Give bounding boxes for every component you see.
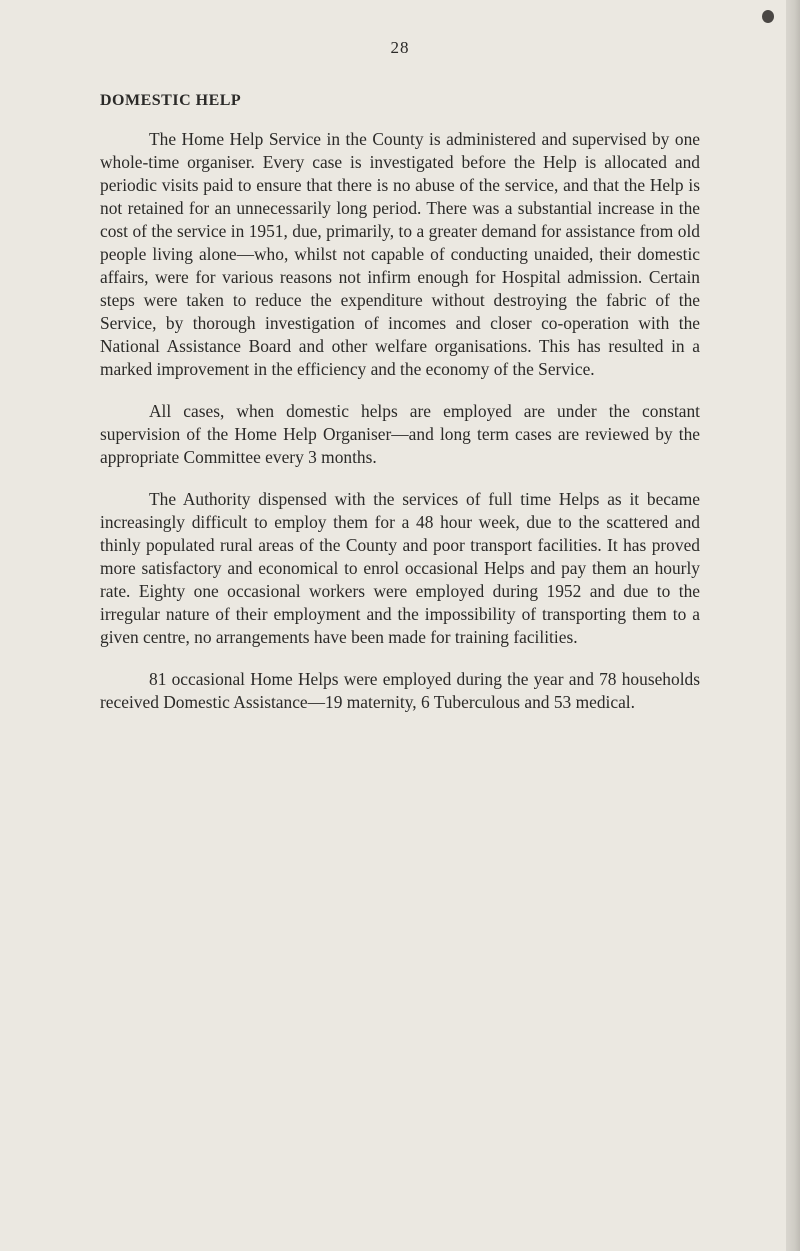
body-text xyxy=(100,128,700,733)
paragraph-4: 81 occasional Home Helps were employed during the year and 78 households received Domestic Assistance—19 maternity, 6 Tuberculous and 53 medical. xyxy=(100,669,700,712)
corner-mark xyxy=(762,10,774,23)
section-heading: DOMESTIC HELP xyxy=(100,92,242,109)
paragraph-1: The Home Help Service in the County is administered and supervised by one whole-time organiser. Every case is investigated before the Help is allocated and periodic visits paid to ensure that there is no abuse of the service, and that the Help is not retained for an unnecessarily long period. There was a substantial increase in the cost of the service in 1951, due, primarily, to a greater demand for assistance from old people living alone—who, whilst not capable of conducting unaided, their domestic affairs, were for various reasons not infirm enough for Hospital admission. Certain steps were taken to reduce the expenditure without destroying the fabric of the Service, by thorough investigation of incomes and closer co-operation with the National Assistance Board and other welfare organisations. This has resulted in a marked improvement in the efficiency and the economy of the Service. xyxy=(100,129,700,379)
paragraph-3: The Authority dispensed with the services of full time Helps as it became increasingly difficult to employ them for a 48 hour week, due to the scattered and thinly populated rural areas of the County and poor transport facilities. It has proved more satisfactory and economical to enrol occasional Helps and pay them an hourly rate. Eighty one occasional workers were employed during 1952 and due to the irregular nature of their employment and the impossibility of transporting them to a given centre, no arrangements have been made for training facilities. xyxy=(100,489,700,647)
paragraph-2: All cases, when domestic helps are employed are under the constant supervision of the Home Help Organiser—and long term cases are reviewed by the appropriate Committee every 3 months. xyxy=(100,401,700,467)
page-number: 28 xyxy=(390,38,410,57)
page-edge-shadow xyxy=(786,0,800,1251)
